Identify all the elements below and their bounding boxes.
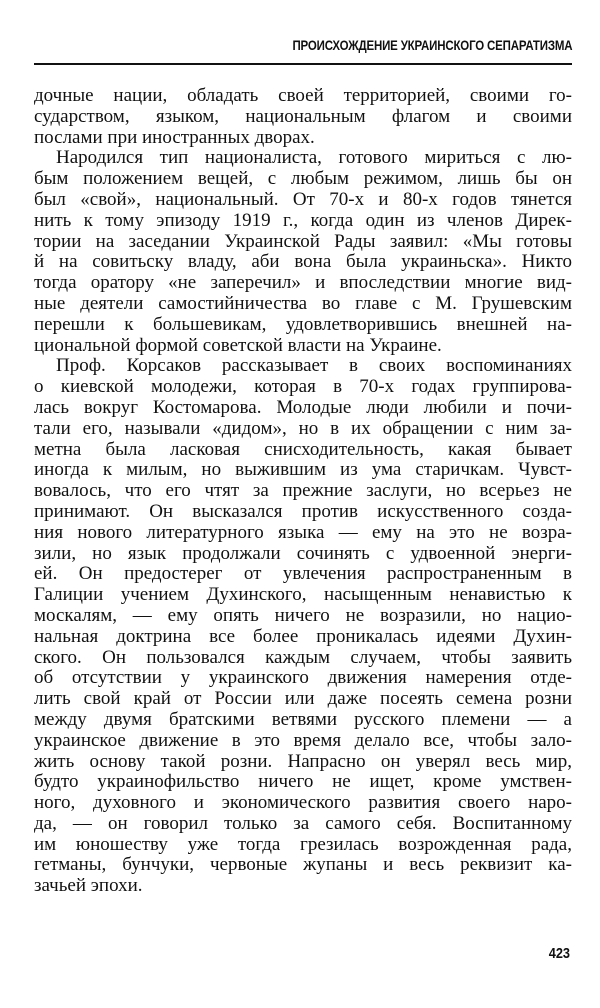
body-text	[34, 86, 572, 897]
text-line: дочные нации, обладать своей территорией, своими го-	[34, 85, 572, 106]
text-line: да, — он говорил только за самого себя. Воспитанному	[34, 812, 572, 834]
text-line: циональной формой советской власти на Украине.	[34, 334, 442, 356]
running-title: ПРОИСХОЖДЕНИЕ УКРАИНСКОГО СЕПАРАТИЗМА	[292, 37, 572, 53]
text-line: Проф. Корсаков рассказывает в своих воспоминаниях	[56, 355, 572, 377]
text-line: жить основу такой розни. Напрасно он уверял весь мир,	[34, 750, 572, 772]
text-line: послами при иностранных дворах.	[34, 126, 315, 148]
text-line: лась вокруг Костомарова. Молодые люди любили и почи-	[34, 396, 572, 418]
text-line: был «свой», национальный. От 70-х и 80-х годов тянется	[34, 188, 572, 210]
text-line: метна была ласковая снисходительность, какая бывает	[34, 438, 572, 460]
text-line: перешли к большевикам, удовлетворившись внешней на-	[34, 313, 572, 335]
text-line: принимают. Он высказался против искусственного созда-	[34, 500, 572, 522]
text-line: сударством, языком, национальным флагом и своими	[34, 105, 572, 127]
text-line: нить к тому эпизоду 1919 г., когда один из членов Дирек-	[34, 209, 572, 231]
text-line: тогда оратору «не заперечил» и впоследствии многие вид-	[34, 272, 572, 294]
text-line: иногда к милым, но выжившим из ума старичкам. Чувст-	[34, 459, 572, 481]
text-line: тории на заседании Украинской Рады заявил: «Мы готовы	[34, 230, 572, 252]
text-line: ния нового литературного языка — ему на это не возра-	[34, 521, 572, 543]
text-line: Народился тип националиста, готового мириться с лю-	[56, 147, 572, 169]
paragraph	[34, 86, 572, 148]
text-line: о киевской молодежи, которая в 70-х годах группирова-	[34, 376, 572, 398]
text-line: будто украинофильство ничего не ищет, кроме умствен-	[34, 771, 572, 793]
text-line: зили, но язык продолжали сочинять с удвоенной энерги-	[34, 542, 572, 564]
text-line: ей. Он предостерег от увлечения распространенным в	[34, 563, 572, 585]
text-line: ные деятели самостийничества во главе с М. Грушевским	[34, 292, 572, 314]
header-rule	[34, 63, 572, 65]
text-line: москалям, — ему опять ничего не возразили, но нацио-	[34, 604, 572, 626]
text-line: зачьей эпохи.	[34, 875, 143, 897]
text-line: тали его, называли «дидом», но в их обращении с ним за-	[34, 417, 572, 439]
text-line: об отсутствии у украинского движения намерения отде-	[34, 667, 572, 689]
text-line: й на совитьску владу, аби вона была украиньска». Никто	[34, 251, 572, 273]
text-line: украинское движение в это время делало все, чтобы зало-	[34, 729, 572, 751]
text-line: гетманы, бунчуки, червоные жупаны и весь реквизит ка-	[34, 854, 572, 876]
text-line: вовалось, что его чтят за прежние заслуги, но всерьез не	[34, 480, 572, 502]
text-line: ского. Он пользовался каждым случаем, чтобы заявить	[34, 646, 572, 668]
page-number: 423	[548, 945, 570, 962]
text-line: бым положением вещей, с любым режимом, лишь бы он	[34, 168, 572, 190]
text-line: между двумя братскими ветвями русского племени — а	[34, 708, 572, 730]
paragraph	[34, 148, 572, 356]
text-line: им юношеству уже тогда грезилась возрожденная рада,	[34, 833, 572, 855]
text-line: Галиции учением Духинского, насыщенным ненавистью к	[34, 584, 572, 606]
text-line: нальная доктрина все более проникалась идеями Духин-	[34, 625, 572, 647]
text-line: ного, духовного и экономического развития своего наро-	[34, 792, 572, 814]
paragraph	[34, 356, 572, 897]
text-line: лить свой край от России или даже посеять семена розни	[34, 688, 572, 710]
